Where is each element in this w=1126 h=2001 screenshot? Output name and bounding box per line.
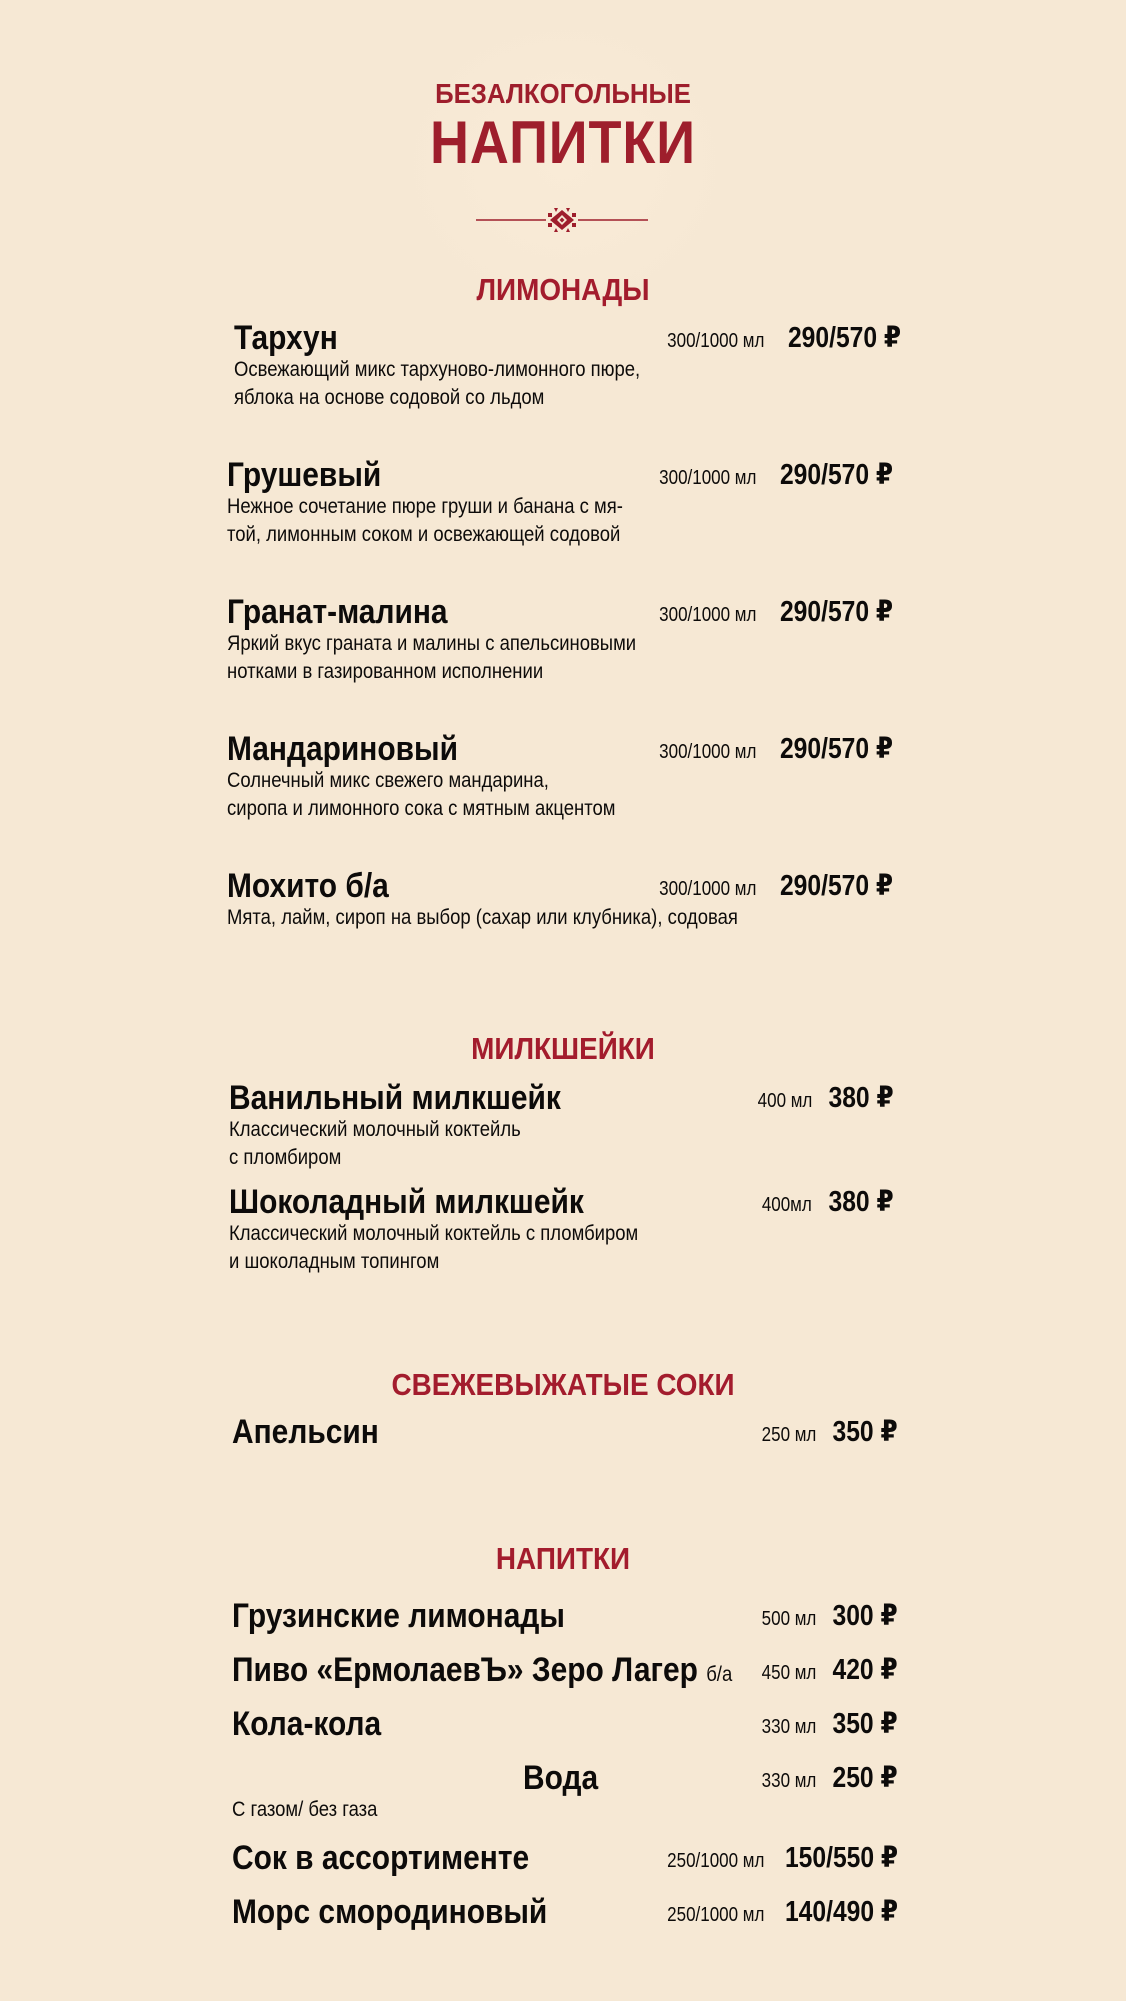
menu-item-beer-zero: [0, 1650, 1126, 1690]
menu-item-orange: [0, 1412, 1126, 1452]
item-volume: 300/1000 мл: [658, 604, 756, 626]
item-price: 290/570 ₽: [787, 322, 901, 354]
item-price: 250 ₽: [832, 1762, 898, 1794]
item-volume: 500 мл: [761, 1608, 816, 1630]
item-volume: 330 мл: [761, 1716, 816, 1738]
item-desc-line: С газом/ без газа: [232, 1798, 378, 1821]
item-desc-line: Классический молочный коктейль: [229, 1118, 521, 1141]
item-volume: 330 мл: [761, 1770, 816, 1792]
section-title-lemonades: ЛИМОНАДЫ: [476, 272, 650, 307]
item-volume: 250 мл: [761, 1424, 816, 1446]
item-name-suffix: б/а: [706, 1663, 733, 1686]
item-desc-line: с пломбиром: [229, 1146, 342, 1169]
item-name-text: Пиво «ЕрмолаевЪ» Зеро Лагер: [232, 1651, 698, 1689]
item-desc-line: сиропа и лимонного сока с мятным акцентом: [227, 797, 616, 820]
item-name: Грушевый: [227, 456, 382, 494]
item-name: Морс смородиновый: [232, 1893, 548, 1931]
menu-item-water: [0, 1758, 1126, 1821]
item-name: Ванильный милкшейк: [229, 1079, 561, 1117]
item-name: Тархун: [234, 319, 338, 357]
item-desc-line: Освежающий микс тархуново-лимонного пюре,: [234, 358, 641, 381]
section-title-drinks: НАПИТКИ: [495, 1541, 631, 1576]
item-desc-line: и шоколадным топингом: [229, 1250, 440, 1273]
item-price: 290/570 ₽: [779, 870, 893, 902]
menu-item-currant-mors: [0, 1892, 1126, 1932]
item-name: Гранат-малина: [227, 593, 448, 631]
menu-item-cola: [0, 1704, 1126, 1744]
section-title-milkshakes: МИЛКШЕЙКИ: [471, 1031, 655, 1066]
item-price: 420 ₽: [832, 1654, 898, 1686]
item-price: 350 ₽: [832, 1416, 898, 1448]
menu-item-pomegranate-raspberry: [0, 592, 1126, 683]
item-name: Грузинские лимонады: [232, 1597, 565, 1635]
item-desc-line: Нежное сочетание пюре груши и банана с мя-: [227, 495, 623, 518]
item-price: 290/570 ₽: [779, 733, 893, 765]
menu-item-vanilla-milkshake: [0, 1078, 1126, 1169]
menu-item-juice-assortment: [0, 1838, 1126, 1878]
item-name: Вода: [523, 1759, 599, 1797]
item-name: [232, 1650, 732, 1695]
item-desc-line: той, лимонным соком и освежающей содовой: [227, 523, 621, 546]
item-price: 300 ₽: [832, 1600, 898, 1632]
menu-item-pear: [0, 455, 1126, 546]
item-price: 290/570 ₽: [779, 596, 893, 628]
item-name: Мохито б/а: [227, 867, 389, 905]
item-name: Кола-кола: [232, 1705, 382, 1743]
item-price: 350 ₽: [832, 1708, 898, 1740]
menu-item-chocolate-milkshake: [0, 1182, 1126, 1273]
menu-item-georgian-lemonades: [0, 1596, 1126, 1636]
item-name: Шоколадный милкшейк: [229, 1183, 584, 1221]
item-price: 150/550 ₽: [784, 1842, 898, 1874]
menu-title-top: БЕЗАЛКОГОЛЬНЫЕ: [435, 78, 691, 109]
item-volume: 400 мл: [757, 1090, 812, 1112]
item-desc-line: Классический молочный коктейль с пломбиром: [229, 1222, 639, 1245]
item-volume: 300/1000 мл: [666, 330, 764, 352]
section-title-fresh-juices: СВЕЖЕВЫЖАТЫЕ СОКИ: [391, 1367, 735, 1402]
item-desc-line: нотками в газированном исполнении: [227, 660, 544, 683]
menu-item-mojito: [0, 866, 1126, 929]
item-name: Сок в ассортименте: [232, 1839, 530, 1877]
item-name: Апельсин: [232, 1413, 379, 1451]
item-volume: 250/1000 мл: [666, 1850, 764, 1872]
item-volume: 250/1000 мл: [666, 1904, 764, 1926]
menu-title-main: НАПИТКИ: [430, 109, 696, 176]
item-desc-line: Солнечный микс свежего мандарина,: [227, 769, 549, 792]
ornament-divider-icon: [476, 206, 648, 234]
menu-item-mandarin: [0, 729, 1126, 820]
item-volume: 450 мл: [761, 1662, 816, 1684]
item-price: 380 ₽: [828, 1186, 894, 1218]
item-desc-line: Яркий вкус граната и малины с апельсиновыми: [227, 632, 637, 655]
menu-item-tarkhun: [0, 318, 1126, 409]
item-volume: 300/1000 мл: [658, 467, 756, 489]
item-price: 140/490 ₽: [784, 1896, 898, 1928]
item-volume: 400мл: [762, 1194, 812, 1216]
item-price: 290/570 ₽: [779, 459, 893, 491]
item-price: 380 ₽: [828, 1082, 894, 1114]
item-volume: 300/1000 мл: [658, 878, 756, 900]
item-desc-line: Мята, лайм, сироп на выбор (сахар или клубника), содовая: [227, 906, 738, 929]
item-name: Мандариновый: [227, 730, 458, 768]
item-desc-line: яблока на основе содовой со льдом: [234, 386, 545, 409]
item-volume: 300/1000 мл: [658, 741, 756, 763]
